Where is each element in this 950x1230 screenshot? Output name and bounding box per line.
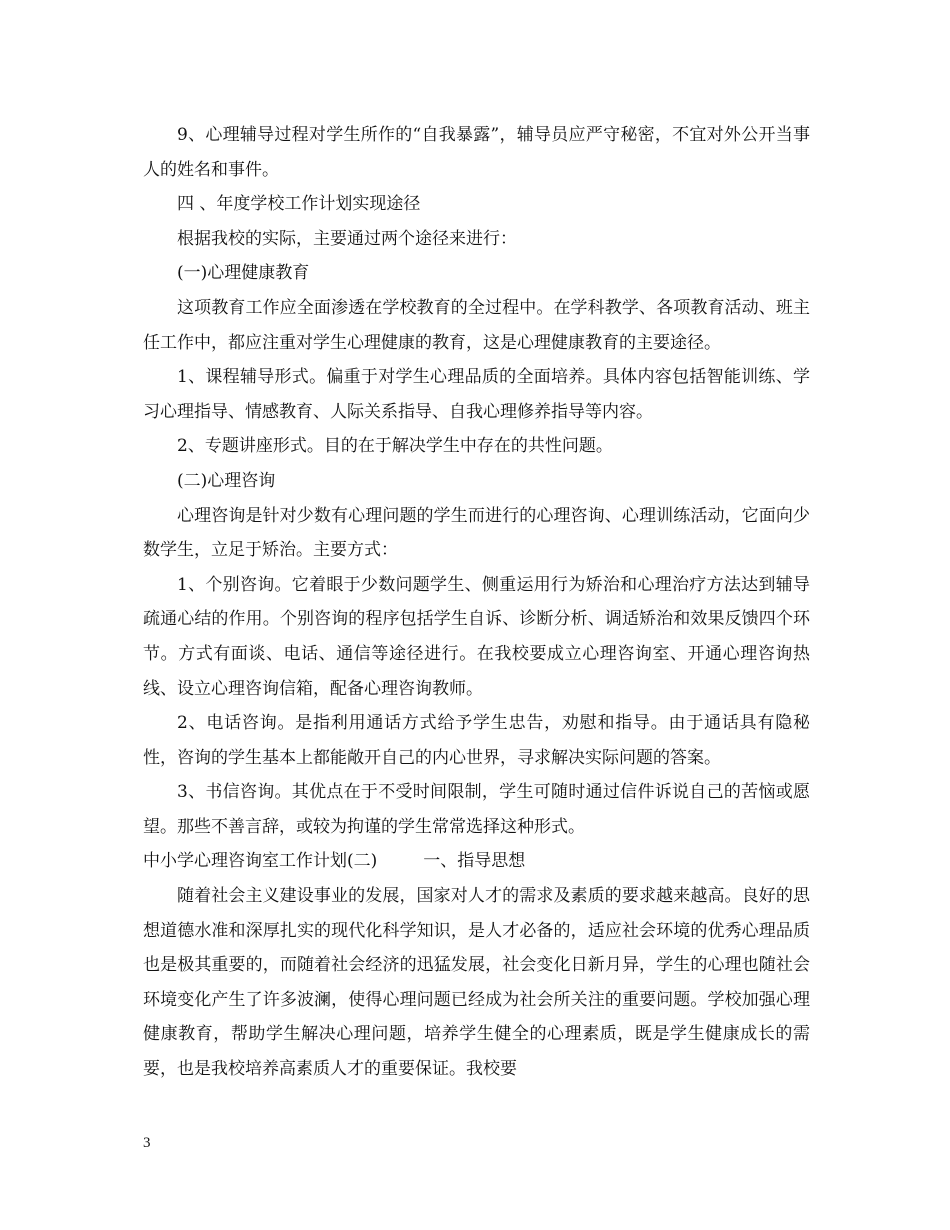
- paragraph-intro-approaches: 根据我校的实际，主要通过两个途径来进行：: [177, 228, 517, 249]
- page-number: 3: [143, 1135, 151, 1151]
- paragraph-individual-counseling: 1、个别咨询。它着眼于少数问题学生、侧重运用行为矫治和心理治疗方法达到辅导疏通心结的作用。个别咨询的程序包括学生自诉、诊断分析、调适矫治和效果反馈四个环节。方式有面谈、电话、通信等途径进行。在我校要成立心理咨询室、开通心理咨询热线、设立心理咨询信箱，配备心理咨询教师。: [143, 574, 810, 699]
- subheading-mental-health-education: (一)心理健康教育: [177, 263, 310, 284]
- subheading-counseling: (二)心理咨询: [177, 470, 276, 491]
- paragraph-letter-counseling: 3、书信咨询。其优点在于不受时间限制，学生可随时通过信件诉说自己的苦恼或愿望。那些不善言辞，或较为拘谨的学生常常选择这种形式。: [143, 782, 810, 837]
- paragraph-phone-counseling: 2、电话咨询。是指利用通话方式给予学生忠告，劝慰和指导。由于通话具有隐秘性，咨询的学生基本上都能敞开自己的内心世界，寻求解决实际问题的答案。: [143, 713, 810, 768]
- page-body: [143, 118, 810, 1087]
- paragraph-lecture-format: 2、专题讲座形式。目的在于解决学生中存在的共性问题。: [177, 436, 613, 457]
- section-heading-subtitle: 一、指导思想: [423, 851, 526, 872]
- section-heading-title: 中小学心理咨询室工作计划(二): [143, 851, 378, 872]
- paragraph-counseling-definition: 心理咨询是针对少数有心理问题的学生而进行的心理咨询、心理训练活动，它面向少数学生，立足于矫治。主要方式：: [143, 505, 810, 561]
- paragraph-education-integration: 这项教育工作应全面渗透在学校教育的全过程中。在学科教学、各项教育活动、班主任工作中，都应注重对学生心理健康的教育，这是心理健康教育的主要途径。: [143, 297, 810, 353]
- section-heading-plan-two: [143, 844, 810, 879]
- paragraph-guiding-ideology: 随着社会主义建设事业的发展，国家对人才的需求及素质的要求越来越高。良好的思想道德水准和深厚扎实的现代化科学知识，是人才必备的，适应社会环境的优秀心理品质也是极其重要的，而随着社会经济的迅猛发展，社会变化日新月异，学生的心理也随社会环境变化产生了许多波澜，使得心理问题已经成为社会所关注的重要问题。学校加强心理健康教育，帮助学生解决心理问题，培养学生健全的心理素质，既是学生健康成长的需要，也是我校培养高素质人才的重要保证。我校要: [143, 886, 810, 1080]
- paragraph-item-9-confidentiality: 9、心理辅导过程对学生所作的“自我暴露”，辅导员应严守秘密，不宜对外公开当事人的姓名和事件。: [143, 125, 810, 180]
- paragraph-course-guidance: 1、课程辅导形式。偏重于对学生心理品质的全面培养。具体内容包括智能训练、学习心理指导、情感教育、人际关系指导、自我心理修养指导等内容。: [143, 367, 810, 422]
- section-heading-implementation-approaches: 四 、年度学校工作计划实现途径: [177, 194, 421, 215]
